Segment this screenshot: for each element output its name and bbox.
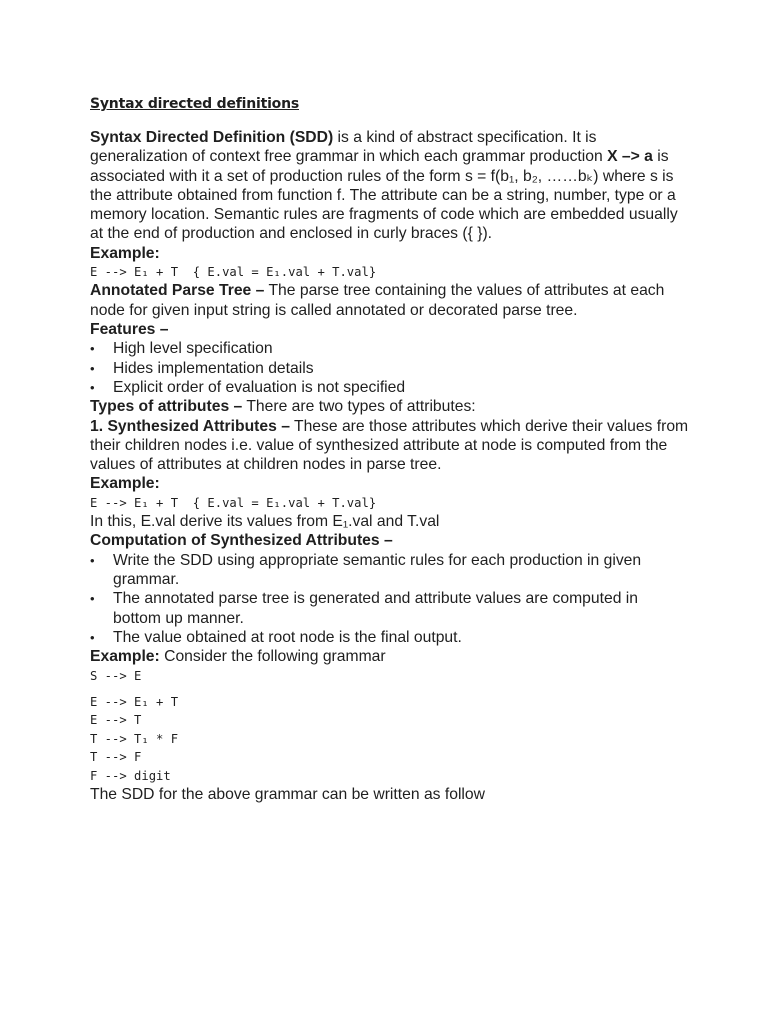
list-item: • High level specification (90, 339, 690, 358)
annotated-term: Annotated Parse Tree – (90, 282, 265, 300)
grammar-start-rule: S --> E (90, 668, 142, 683)
example1-code: E --> E₁ + T { E.val = E₁.val + T.val} (90, 265, 377, 280)
example3-text: Consider the following grammar (159, 648, 386, 666)
synthesized-term: 1. Synthesized Attributes – (90, 417, 290, 435)
closing-text: The SDD for the above grammar can be written as follow (90, 785, 485, 803)
list-item: • Explicit order of evaluation is not specified (90, 378, 690, 397)
document-page (90, 94, 690, 804)
types-paragraph (90, 397, 690, 416)
intro-text-2: is associated with it a set of production rules of the form s = f(b₁, b₂, ……bₖ) where s is the attribute obtained from function f. The attribute can be a string, number, type or a memory location. Semantic rules are fragments of code which are embedded usually at the end of production and enclosed in curly braces ({ }). (90, 148, 678, 243)
list-item: • The value obtained at root node is the final output. (90, 628, 690, 647)
spacer (90, 685, 690, 693)
features-label: Features – (90, 321, 169, 339)
example2-note: In this, E.val derive its values from E₁.val and T.val (90, 513, 440, 531)
grammar-rule: E --> E₁ + T (90, 694, 179, 709)
types-text: There are two types of attributes: (242, 398, 476, 416)
example3-label: Example: (90, 648, 160, 666)
example2-code: E --> E₁ + T { E.val = E₁.val + T.val} (90, 495, 377, 510)
grammar-rule: E --> T (90, 713, 142, 728)
list-item: • The annotated parse tree is generated and attribute values are computed in bottom up manner. (90, 589, 690, 628)
intro-text-1: is a kind of abstract specification. It is generalization of context free grammar in which each grammar production (90, 129, 608, 166)
types-term: Types of attributes – (90, 398, 243, 416)
intro-paragraph (90, 128, 690, 244)
page-title: Syntax directed definitions (90, 96, 300, 112)
computation-label: Computation of Synthesized Attributes – (90, 532, 393, 550)
synthesized-paragraph (90, 417, 690, 475)
grammar-rule: T --> F (90, 750, 142, 765)
computation-list (90, 551, 690, 647)
grammar-rule: T --> T₁ * F (90, 731, 179, 746)
example2-label: Example: (90, 475, 160, 493)
intro-production: X –> a (607, 148, 653, 166)
list-item: • Write the SDD using appropriate semantic rules for each production in given grammar. (90, 551, 690, 590)
list-item: • Hides implementation details (90, 359, 690, 378)
annotated-paragraph (90, 281, 690, 320)
grammar-rule: F --> digit (90, 768, 171, 783)
intro-term: Syntax Directed Definition (SDD) (90, 129, 334, 146)
synthesized-text: These are those attributes which derive their values from their children nodes i.e. value of synthesized attribute at node is computed from the values of attributes at children nodes in parse tree. (90, 417, 689, 474)
annotated-text: The parse tree containing the values of attributes at each node for given input string is called annotated or decorated parse tree. (90, 282, 665, 319)
example1-label: Example: (90, 244, 160, 262)
example3-paragraph (90, 647, 690, 666)
features-list (90, 339, 690, 397)
